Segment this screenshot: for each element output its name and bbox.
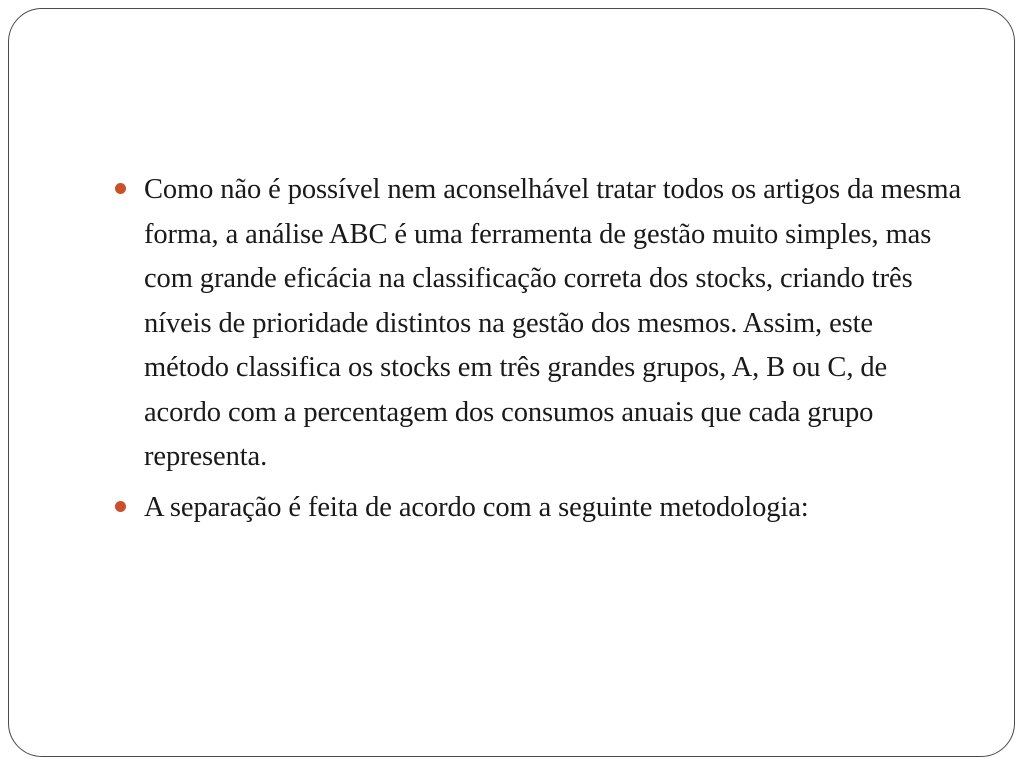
bullet-list bbox=[114, 168, 964, 530]
bullet-text: Como não é possível nem aconselhável tratar todos os artigos da mesma forma, a análise ABC é uma ferramenta de gestão muito simples, mas com grande eficácia na classificação correta dos stocks, criando três níveis de prioridade distintos na gestão dos mesmos. Assim, este método classifica os stocks em três grandes grupos, A, B ou C, de acordo com a percentagem dos consumos anuais que cada grupo representa. bbox=[144, 174, 962, 472]
bullet-text: A separação é feita de acordo com a seguinte metodologia: bbox=[144, 491, 809, 523]
bullet-dot-icon bbox=[115, 183, 126, 194]
bullet-item-methodology bbox=[114, 486, 964, 531]
bullet-item-abc-analysis bbox=[114, 168, 964, 480]
bullet-dot-icon bbox=[115, 501, 126, 512]
